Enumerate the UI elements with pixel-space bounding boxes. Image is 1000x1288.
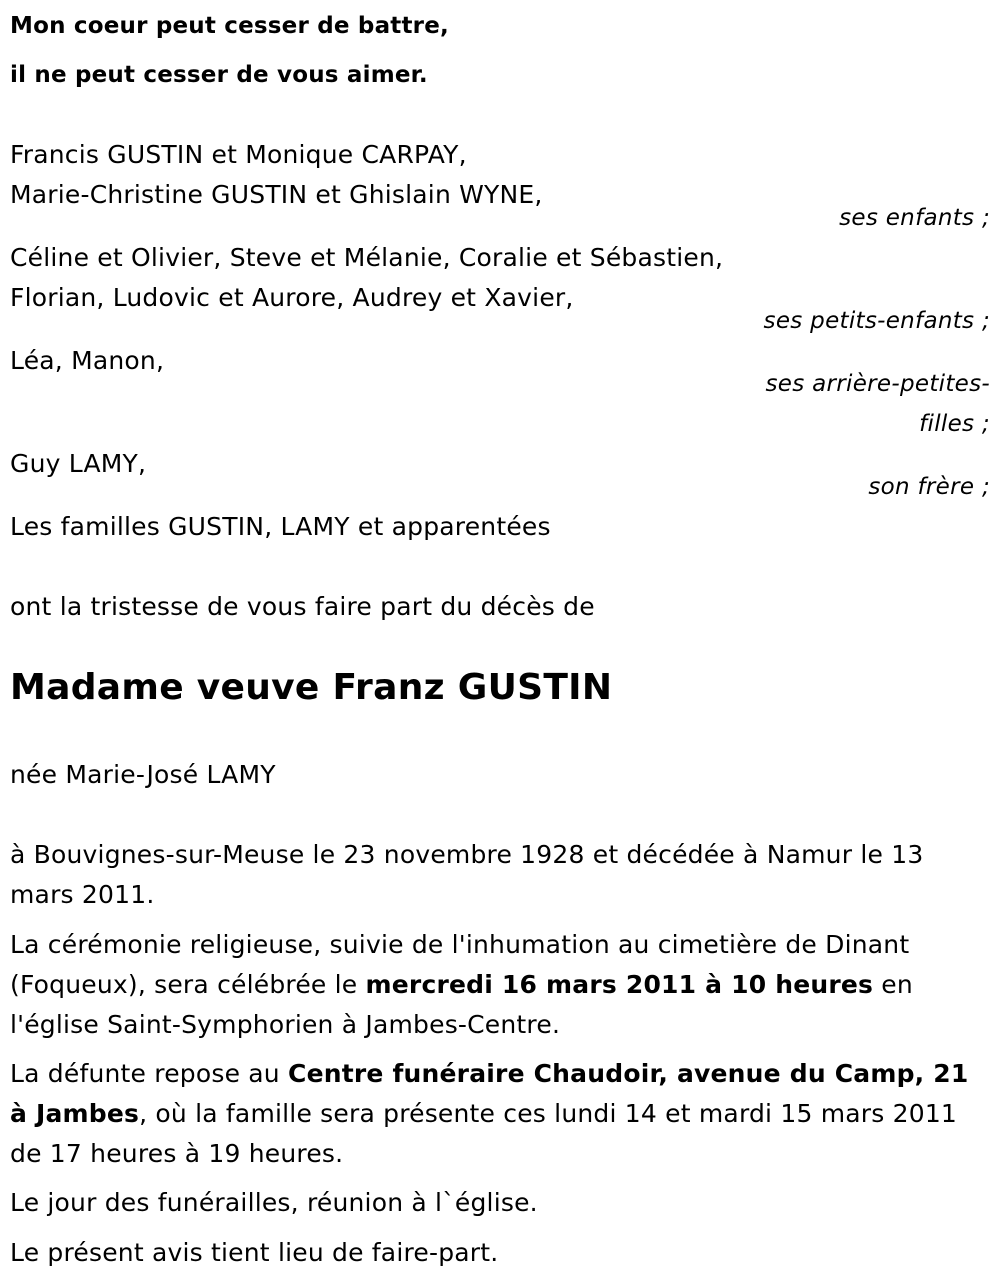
great-grandchildren-relation-2: filles ; [919, 411, 990, 437]
rest-paragraph [10, 1054, 990, 1174]
grandchildren-relation: ses petits-enfants ; [763, 308, 990, 334]
great-grandchildren-relation-1: ses arrière-petites- [765, 371, 990, 397]
families-line: Les familles GUSTIN, LAMY et apparentées [10, 512, 551, 541]
ceremony-date: mercredi 16 mars 2011 à 10 heures [365, 970, 874, 999]
children-relation: ses enfants ; [839, 205, 990, 231]
birth-death-paragraph: à Bouvignes-sur-Meuse le 23 novembre 1928 et décédée à Namur le 13 mars 2011. [10, 840, 924, 909]
funeral-day-line: Le jour des funérailles, réunion à l`église. [10, 1188, 538, 1217]
rest-text-start: La défunte repose au [10, 1059, 289, 1088]
children-line-1: Francis GUSTIN et Monique CARPAY, [10, 140, 467, 169]
great-grandchildren-line-1: Léa, Manon, [10, 346, 165, 375]
ceremony-text-start: La cérémonie religieuse, suivie de l'inhumation au cimetière de Dinant (Foqueux), sera célébrée le [10, 930, 910, 999]
announcement-line: ont la tristesse de vous faire part du décès de [10, 592, 595, 621]
rest-text-end: , où la famille sera présente ces lundi 14 et mardi 15 mars 2011 de 17 heures à 19 heures. [10, 1099, 958, 1168]
born-as-line: née Marie-José LAMY [10, 760, 276, 789]
children-line-2: Marie-Christine GUSTIN et Ghislain WYNE, [10, 180, 543, 209]
ceremony-paragraph [10, 925, 990, 1045]
epigraph-line-1: Mon coeur peut cesser de battre, [10, 13, 449, 39]
brother-line-1: Guy LAMY, [10, 449, 147, 478]
grandchildren-line-2: Florian, Ludovic et Aurore, Audrey et Xavier, [10, 283, 574, 312]
brother-relation: son frère ; [868, 474, 990, 500]
obituary-notice [10, 0, 990, 1288]
notice-line: Le présent avis tient lieu de faire-part. [10, 1238, 499, 1267]
grandchildren-line-1: Céline et Olivier, Steve et Mélanie, Coralie et Sébastien, [10, 243, 724, 272]
epigraph-line-2: il ne peut cesser de vous aimer. [10, 62, 428, 88]
funeral-home-address: Centre funéraire Chaudoir, avenue du Camp, 21 à Jambes [10, 1059, 969, 1128]
deceased-name: Madame veuve Franz GUSTIN [10, 667, 613, 708]
ceremony-text-end: en l'église Saint-Symphorien à Jambes-Centre. [10, 970, 913, 1039]
